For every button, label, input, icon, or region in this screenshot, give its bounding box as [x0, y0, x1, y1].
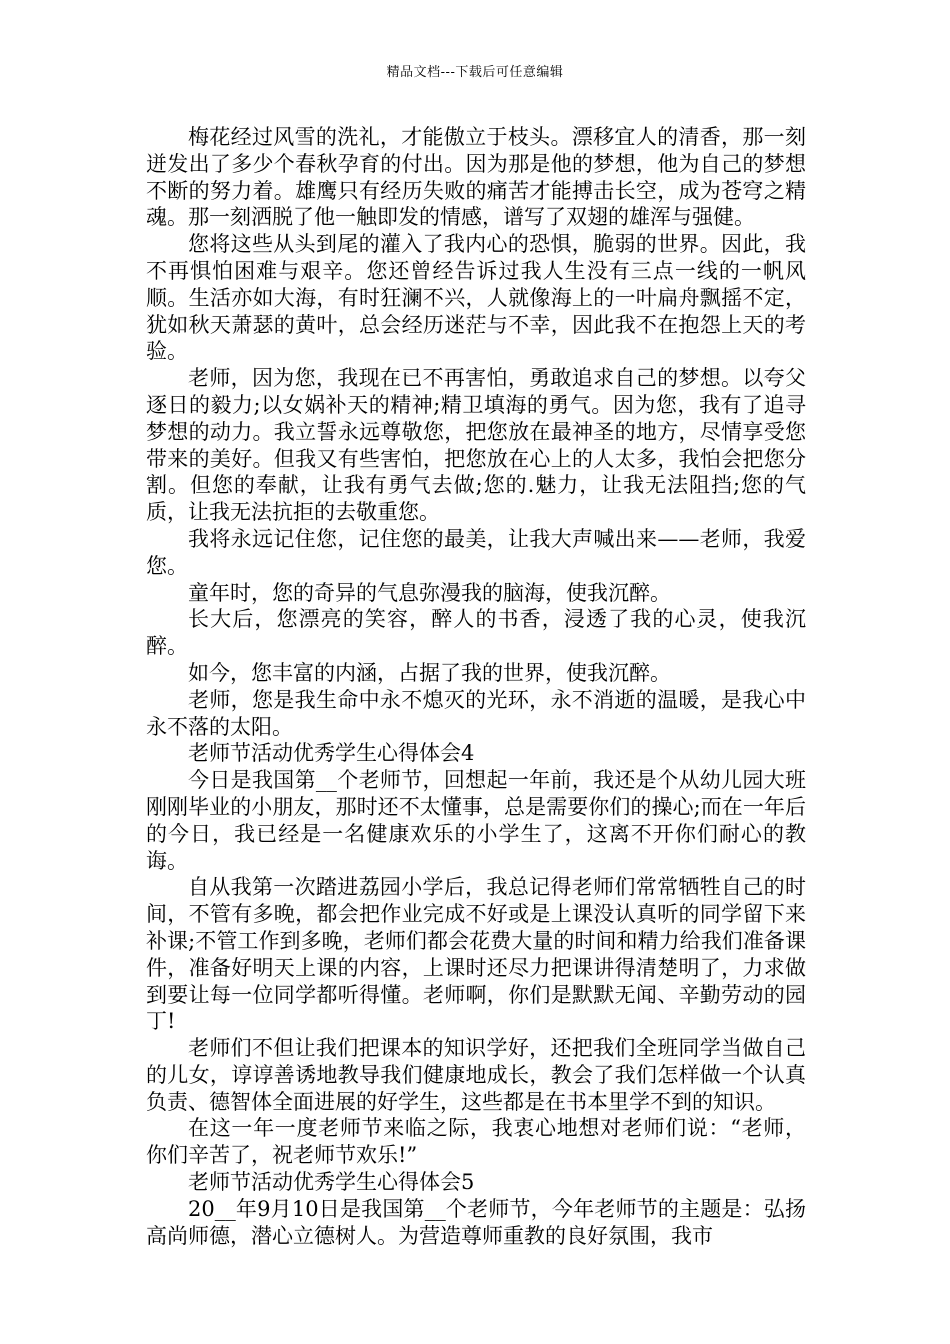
paragraph: 您将这些从头到尾的灌入了我内心的恐惧，脆弱的世界。因此，我不再惧怕困难与艰辛。您还曾经告诉过我人生没有三点一线的一帆风顺。生活亦如大海，有时狂澜不兴，人就像海上的一叶扁舟飘摇不定，犹如秋天萧瑟的黄叶，总会经历迷茫与不幸，因此我不在抱怨上天的考验。 — [146, 232, 806, 364]
paragraph: 童年时，您的奇异的气息弥漫我的脑海，使我沉醉。 — [188, 580, 671, 605]
page-header: 精品文档---下载后可任意编辑 — [386, 65, 564, 80]
paragraph: 梅花经过风雪的洗礼，才能傲立于枝头。漂移宜人的清香，那一刻迸发出了多少个春秋孕育的付出。因为那是他的梦想，他为自己的梦想不断的努力着。雄鹰只有经历失败的痛苦才能搏击长空，成为苍穹之精魂。那一刻洒脱了他一触即发的情感，谱写了双翅的雄浑与强健。 — [146, 125, 806, 230]
paragraph: 如今，您丰富的内涵，占据了我的世界，使我沉醉。 — [188, 660, 671, 685]
paragraph: 老师们不但让我们把课本的知识学好，还把我们全班同学当做自己的儿女，谆谆善诱地教导我们健康地成长，教会了我们怎样做一个认真负责、德智体全面进展的好学生，这些都是在书本里学不到的知识。 — [146, 1036, 806, 1114]
paragraph: 长大后，您漂亮的笑容，醉人的书香，浸透了我的心灵，使我沉醉。 — [146, 607, 806, 659]
section-heading: 老师节活动优秀学生心得体会4 — [188, 741, 475, 766]
paragraph: 自从我第一次踏进荔园小学后，我总记得老师们常常牺牲自己的时间，不管有多晚，都会把作业完成不好或是上课没认真听的同学留下来补课;不管工作到多晚，老师们都会花费大量的时间和精力给我们准备课件，准备好明天上课的内容，上课时还尽力把课讲得清楚明了，力求做到要让每一位同学都听得懂。老师啊，你们是默默无闻、辛勤劳动的园丁! — [146, 875, 806, 1034]
document-body — [146, 124, 806, 1249]
section-heading: 老师节活动优秀学生心得体会5 — [188, 1170, 475, 1195]
paragraph: 今日是我国第__个老师节，回想起一年前，我还是个从幼儿园大班刚刚毕业的小朋友，那时还不太懂事，总是需要你们的操心;而在一年后的今日，我已经是一名健康欢乐的小学生了，这离不开你们耐心的教诲。 — [146, 768, 806, 873]
paragraph: 老师，因为您，我现在已不再害怕，勇敢追求自己的梦想。以夸父逐日的毅力;以女娲补天的精神;精卫填海的勇气。因为您，我有了追寻梦想的动力。我立誓永远尊敬您，把您放在最神圣的地方，尽情享受您带来的美好。但我又有些害怕，把您放在心上的人太多，我怕会把您分割。但您的奉献，让我有勇气去做;您的.魅力，让我无法阻挡;您的气质，让我无法抗拒的去敬重您。 — [146, 366, 806, 525]
paragraph: 在这一年一度老师节来临之际，我衷心地想对老师们说：“老师，你们辛苦了，祝老师节欢乐!” — [146, 1116, 806, 1168]
paragraph: 老师，您是我生命中永不熄灭的光环，永不消逝的温暖，是我心中永不落的太阳。 — [146, 687, 806, 739]
paragraph: 20__年9月10日是我国第__个老师节，今年老师节的主题是：弘扬高尚师德，潜心立德树人。为营造尊师重教的良好氛围，我市 — [146, 1196, 806, 1248]
paragraph: 我将永远记住您，记住您的最美，让我大声喊出来——老师，我爱您。 — [146, 526, 806, 578]
